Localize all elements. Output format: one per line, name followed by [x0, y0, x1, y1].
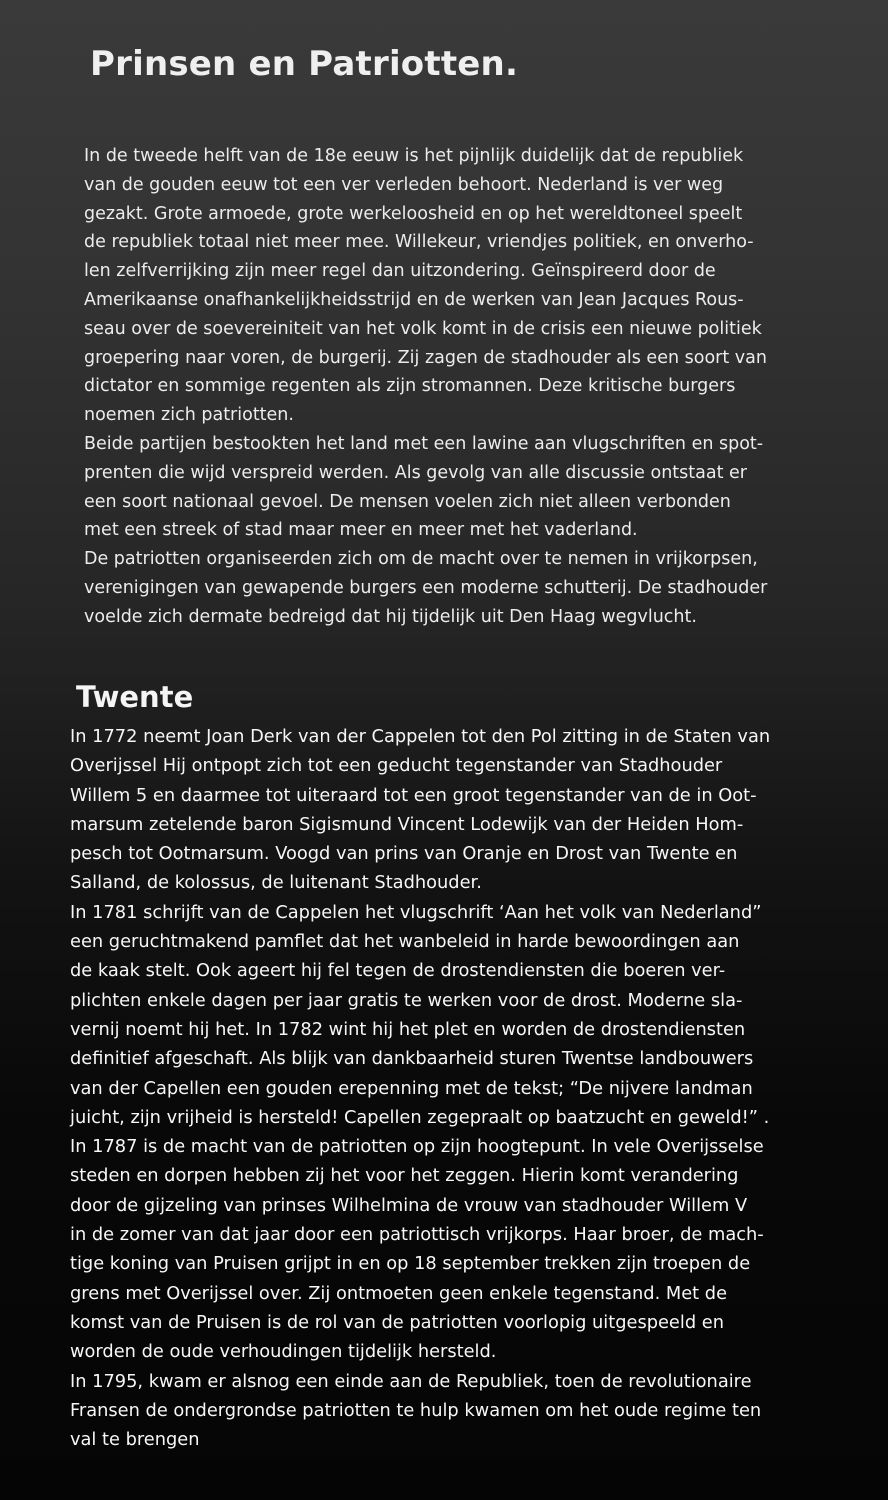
text-line: worden de oude verhoudingen tijdelijk hersteld.	[70, 1341, 497, 1363]
text-line: plichten enkele dagen per jaar gratis te werken voor de drost. Moderne sla-	[70, 989, 743, 1011]
text-line: Fransen de ondergrondse patriotten te hulp kwamen om het oude regime ten	[70, 1399, 762, 1421]
text-line: prenten die wijd verspreid werden. Als gevolg van alle discussie ontstaat er	[84, 462, 747, 483]
text-line: met een streek of stad maar meer en meer met het vaderland.	[84, 520, 638, 541]
section-heading-twente: Twente	[76, 680, 194, 714]
text-line: juicht, zijn vrijheid is hersteld! Capellen zegepraalt op baatzucht en geweld!” .	[70, 1106, 770, 1128]
text-line: steden en dorpen hebben zij het voor het zeggen. Hierin komt verandering	[70, 1165, 739, 1187]
panel-title: Prinsen en Patriotten.	[90, 44, 519, 84]
text-line: Amerikaanse onafhankelijkheidsstrijd en de werken van Jean Jacques Rous-	[84, 289, 744, 310]
text-line: In 1772 neemt Joan Derk van der Cappelen tot den Pol zitting in de Staten van	[70, 726, 771, 747]
intro-paragraph	[84, 142, 767, 632]
text-line: In 1787 is de macht van de patriotten op zijn hoogtepunt. In vele Overijsselse	[70, 1136, 764, 1158]
text-line: komst van de Pruisen is de rol van de patriotten voorlopig uitgespeeld en	[70, 1311, 724, 1333]
text-line: noemen zich patriotten.	[84, 405, 294, 426]
text-line: In 1795, kwam er alsnog een einde aan de Republiek, toen de revolutionaire	[70, 1370, 752, 1392]
text-line: verenigingen van gewapende burgers een moderne schutterij. De stadhouder	[84, 577, 768, 598]
text-line: vernij noemt hij het. In 1782 wint hij het plet en worden de drostendiensten	[70, 1018, 746, 1040]
text-line: val te brengen	[70, 1429, 200, 1451]
text-line: pesch tot Ootmarsum. Voogd van prins van Oranje en Drost van Twente en	[70, 843, 738, 865]
text-line: een geruchtmakend pamflet dat het wanbeleid in harde bewoordingen aan	[70, 931, 740, 953]
text-line: gezakt. Grote armoede, grote werkeloosheid en op het wereldtoneel speelt	[84, 203, 743, 224]
text-line: dictator en sommige regenten als zijn stromannen. Deze kritische burgers	[84, 376, 736, 397]
text-line: Salland, de kolossus, de luitenant Stadhouder.	[70, 872, 482, 894]
text-line: van de gouden eeuw tot een ver verleden behoort. Nederland is ver weg	[84, 174, 724, 195]
text-line: De patriotten organiseerden zich om de macht over te nemen in vrijkorpsen,	[84, 549, 758, 570]
text-line: de republiek totaal niet meer mee. Willekeur, vriendjes politiek, en onverho-	[84, 232, 754, 253]
text-line: In 1781 schrijft van de Cappelen het vlugschrift ‘Aan het volk van Nederland”	[70, 901, 762, 923]
text-line: een soort nationaal gevoel. De mensen voelen zich niet alleen verbonden	[84, 491, 731, 512]
text-line: tige koning van Pruisen grijpt in en op 18 september trekken zijn troepen de	[70, 1253, 751, 1275]
text-line: in de zomer van dat jaar door een patriottisch vrijkorps. Haar broer, de mach-	[70, 1224, 764, 1246]
text-line: Overijssel Hij ontpopt zich tot een geducht tegenstander van Stadhouder	[70, 755, 723, 777]
text-line: In de tweede helft van de 18e eeuw is het pijnlijk duidelijk dat de republiek	[84, 146, 744, 166]
text-line: Willem 5 en daarmee tot uiteraard tot een groot tegenstander van de in Oot-	[70, 784, 757, 806]
text-line: grens met Overijssel over. Zij ontmoeten geen enkele tegenstand. Met de	[70, 1282, 728, 1304]
text-line: door de gijzeling van prinses Wilhelmina de vrouw van stadhouder Willem V	[70, 1194, 748, 1216]
text-line: definitief afgeschaft. Als blijk van dankbaarheid sturen Twentse landbouwers	[70, 1048, 754, 1070]
text-line: seau over de soevereiniteit van het volk komt in de crisis een nieuwe politiek	[84, 318, 762, 339]
twente-paragraph	[70, 722, 770, 1454]
text-line: van der Capellen een gouden erepenning met de tekst; “De nijvere landman	[70, 1077, 753, 1099]
text-line: marsum zetelende baron Sigismund Vincent Lodewijk van der Heiden Hom-	[70, 813, 744, 835]
text-line: groepering naar voren, de burgerij. Zij zagen de stadhouder als een soort van	[84, 347, 767, 368]
text-line: de kaak stelt. Ook ageert hij fel tegen de drostendiensten die boeren ver-	[70, 960, 726, 982]
text-line: voelde zich dermate bedreigd dat hij tijdelijk uit Den Haag wegvlucht.	[84, 606, 697, 627]
text-line: Beide partijen bestookten het land met een lawine aan vlugschriften en spot-	[84, 433, 764, 454]
text-line: len zelfverrijking zijn meer regel dan uitzondering. Geïnspireerd door de	[84, 261, 716, 282]
